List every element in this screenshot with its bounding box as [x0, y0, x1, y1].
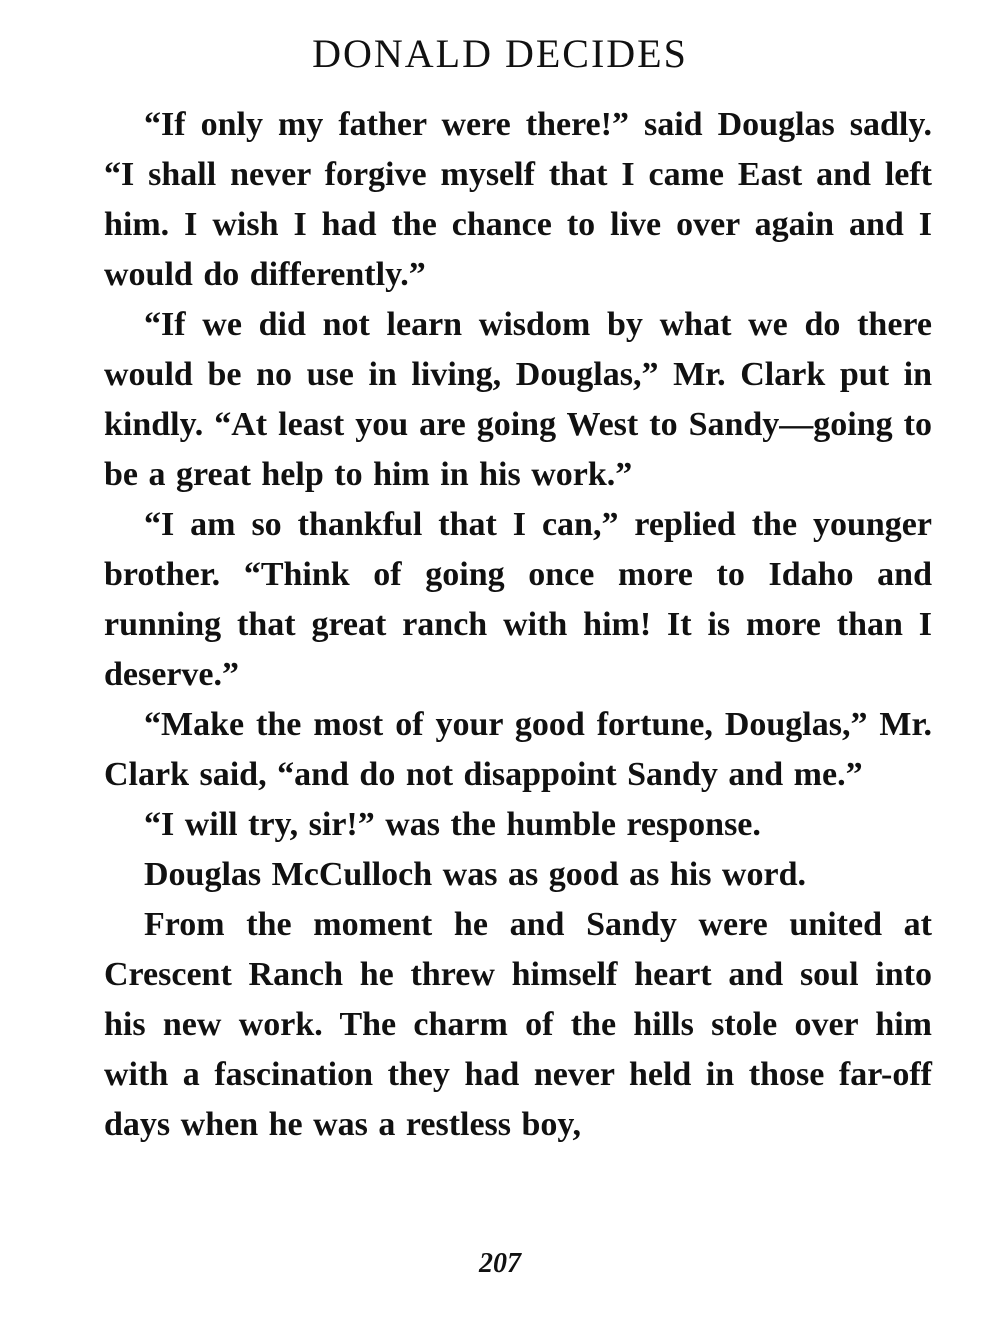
- paragraph-3: “I am so thankful that I can,” replied the younger brother. “Think of going once more to Idaho and running that great ranch with him! It is more than I deserve.”: [104, 506, 932, 693]
- page-number: 207: [479, 1248, 521, 1279]
- paragraph-2: “If we did not learn wisdom by what we do there would be no use in living, Douglas,” Mr. Clark put in kindly. “At least you are going West to Sandy—going to be a great help to him in his work.”: [104, 306, 932, 493]
- paragraph-5: “I will try, sir!” was the humble response.: [144, 806, 761, 843]
- paragraph-4: “Make the most of your good fortune, Douglas,” Mr. Clark said, “and do not disappoint Sandy and me.”: [104, 706, 932, 793]
- paragraph-1: “If only my father were there!” said Douglas sadly. “I shall never forgive myself that I came East and left him. I wish I had the chance to live over again and I would do differently.”: [104, 106, 932, 293]
- paragraph-7: From the moment he and Sandy were united at Crescent Ranch he threw himself heart and soul into his new work. The charm of the hills stole over him with a fascination they had never held in those far-off days when he was a restless boy,: [104, 906, 932, 1143]
- paragraph-6: Douglas McCulloch was as good as his word.: [144, 856, 806, 893]
- running-head: DONALD DECIDES: [312, 31, 688, 76]
- body-text: [104, 100, 932, 1150]
